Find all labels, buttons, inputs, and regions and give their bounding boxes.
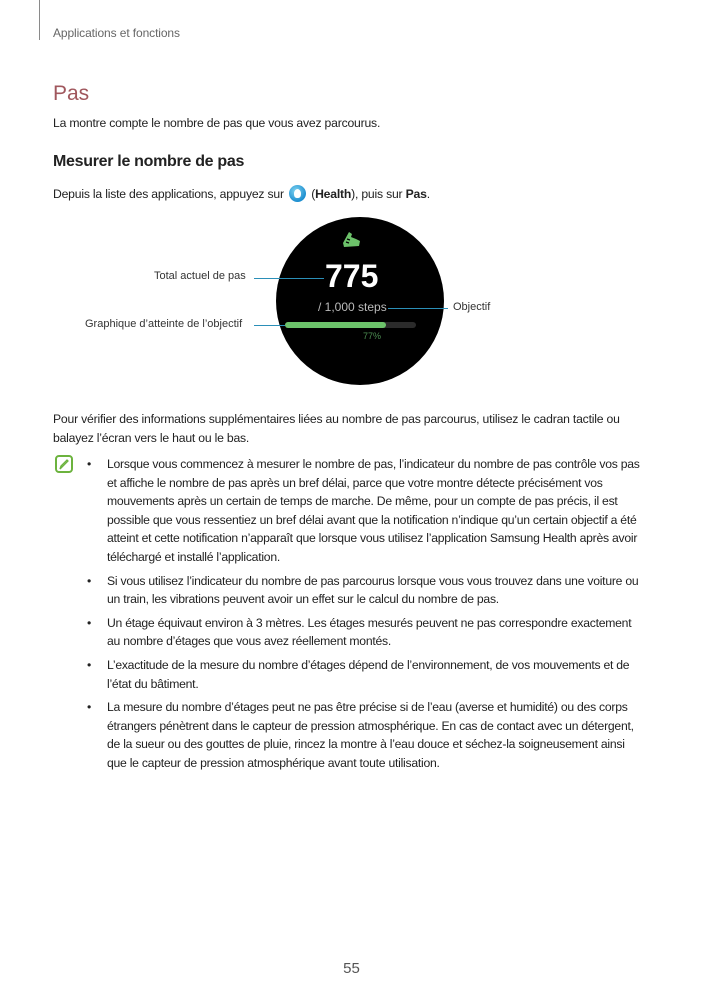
instruction-before: Depuis la liste des applications, appuyez sur <box>53 187 284 201</box>
callout-current-total: Total actuel de pas <box>154 270 246 282</box>
note-list <box>87 455 647 778</box>
page-title: Pas <box>53 82 90 105</box>
header-divider <box>39 0 40 40</box>
instruction-target: Pas <box>405 187 427 201</box>
intro-text: La montre compte le nombre de pas que vous avez parcourus. <box>53 116 381 130</box>
body-paragraph: Pour vérifier des informations supplémentaires liées au nombre de pas parcourus, utilisez le cadran tactile ou balayez l’écran vers le haut ou le bas. <box>53 412 620 445</box>
section-header: Applications et fonctions <box>53 26 180 40</box>
instruction-open-paren: ( <box>308 187 316 201</box>
callout-goal-graph: Graphique d’atteinte de l’objectif <box>85 318 243 330</box>
note-item: • La mesure du nombre d’étages peut ne pas être précise si de l’eau (averse et humidité) ou des corps étrangers pénètrent dans le capteur de pression atmosphérique. En cas de contact avec un détergent, de la sueur ou des gouttes de pluie, rincez la montre à l’eau douce et séchez-la soigneusement ainsi que le capteur de pression atmosphérique avant toute utilisation. <box>87 698 647 772</box>
callout-goal: Objectif <box>453 301 491 313</box>
section-subtitle: Mesurer le nombre de pas <box>53 153 245 170</box>
step-goal: / 1,000 steps <box>318 300 387 314</box>
page-number: 55 <box>343 960 360 977</box>
note-item: • Un étage équivaut environ à 3 mètres. Les étages mesurés peuvent ne pas correspondre exactement au nombre d’étages que vous avez réellement montés. <box>87 614 647 651</box>
health-app-icon <box>289 185 306 202</box>
instruction-middle: ), puis sur <box>351 187 406 201</box>
note-icon <box>55 455 73 473</box>
instruction-app-name: Health <box>315 187 352 201</box>
callout-leader-goal-graph <box>254 325 285 326</box>
instruction-text <box>53 185 430 202</box>
instruction-end: . <box>426 187 430 201</box>
callout-leader-current-total <box>254 278 324 279</box>
shoe-icon <box>340 229 362 249</box>
goal-progress-fill <box>285 322 386 328</box>
note-item: • Si vous utilisez l’indicateur du nombre de pas parcourus lorsque vous vous trouvez dans une voiture ou un train, les vibrations peuvent avoir un effet sur le calcul du nombre de pas. <box>87 572 647 609</box>
goal-progress-bar <box>285 322 416 328</box>
note-item: • L’exactitude de la mesure du nombre d’étages dépend de l’environnement, de vos mouvements et de l’état du bâtiment. <box>87 656 647 693</box>
step-count: 775 <box>325 258 379 294</box>
goal-progress-percent: 77% <box>363 331 382 341</box>
callout-leader-goal <box>388 308 448 309</box>
note-item: • Lorsque vous commencez à mesurer le nombre de pas, l’indicateur du nombre de pas contrôle vos pas et affiche le nombre de pas après un bref délai, parce que votre montre détecte précisément vos mouvements après un certain de temps de marche. De même, pour un compte de pas précis, il est possible que vous ressentiez un bref délai avant que la notification n’indique qu’un certain objectif a été atteint et cette notification n’apparaît que lorsque vous utilisez l’application Samsung Health après avoir téléchargé et installé l’application. <box>87 455 647 567</box>
